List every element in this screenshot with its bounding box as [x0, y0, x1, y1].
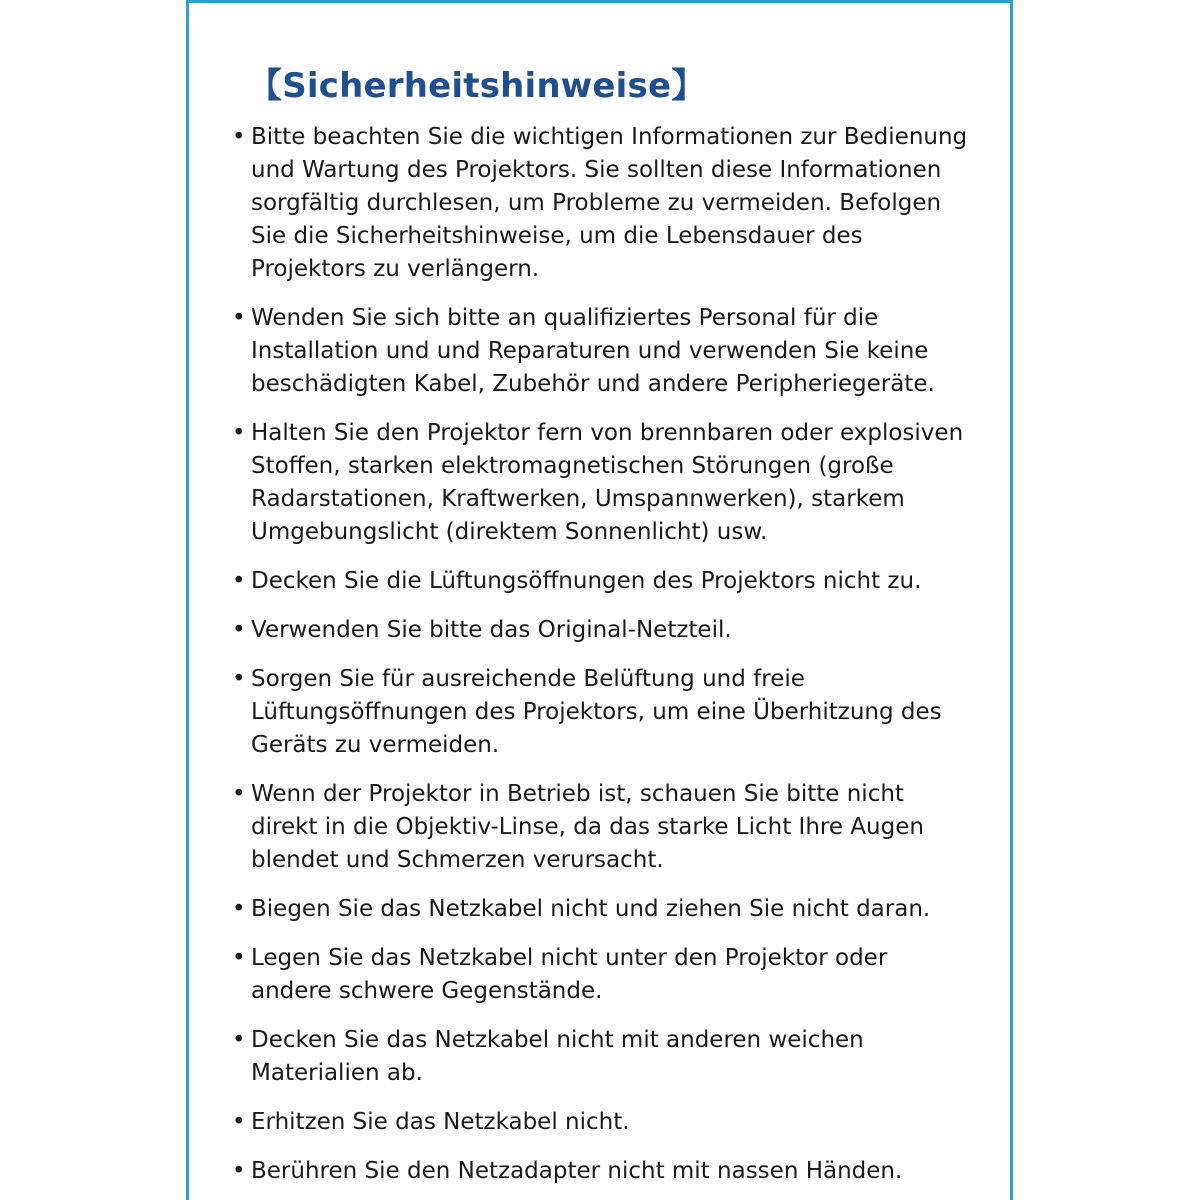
list-item — [232, 417, 972, 549]
list-item-text: Wenden Sie sich bitte an qualifiziertes Personal für die Installation und und Reparaturen und verwenden Sie keine beschädigten Kabel, Zubehör und andere Peripheriegeräte. — [251, 305, 935, 397]
list-item-text: Verwenden Sie bitte das Original-Netzteil. — [251, 617, 732, 643]
list-item — [232, 1155, 972, 1188]
list-item-text: Bitte beachten Sie die wichtigen Informationen zur Bedienung und Wartung des Projektors. Sie sollten diese Informationen sorgfältig durchlesen, um Probleme zu vermeiden. Befolgen Sie die Sicherheitshinweise, um die Lebensdauer des Projektors zu verlängern. — [251, 124, 968, 282]
list-item-text: Legen Sie das Netzkabel nicht unter den Projektor oder andere schwere Gegenstände. — [251, 945, 888, 1004]
bullet-icon: • — [232, 1158, 246, 1184]
list-item-text: Decken Sie die Lüftungsöffnungen des Projektors nicht zu. — [251, 568, 922, 594]
bullet-icon: • — [232, 617, 246, 643]
bullet-icon: • — [232, 305, 246, 331]
bullet-icon: • — [232, 124, 246, 150]
list-item — [232, 1106, 972, 1139]
list-item — [232, 121, 972, 286]
list-item — [232, 565, 972, 598]
bullet-icon: • — [232, 568, 246, 594]
list-item — [232, 1024, 972, 1090]
list-item — [232, 778, 972, 877]
bullet-icon: • — [232, 896, 246, 922]
list-item — [232, 663, 972, 762]
list-item-text: Biegen Sie das Netzkabel nicht und ziehen Sie nicht daran. — [251, 896, 931, 922]
bullet-icon: • — [232, 945, 246, 971]
list-item-text: Halten Sie den Projektor fern von brennbaren oder explosiven Stoffen, starken elektromagnetischen Störungen (große Radarstationen, Kraftwerken, Umspannwerken), starkem Umgebungslicht (direktem Sonnenlicht) usw. — [251, 420, 964, 545]
list-item-text: Berühren Sie den Netzadapter nicht mit nassen Händen. — [251, 1158, 903, 1184]
bullet-icon: • — [232, 1109, 246, 1135]
list-item — [232, 893, 972, 926]
section-heading: 【Sicherheitshinweise】 — [248, 66, 706, 106]
safety-instructions-list — [232, 121, 972, 1200]
list-item-text: Wenn der Projektor in Betrieb ist, schauen Sie bitte nicht direkt in die Objektiv-Linse, da das starke Licht Ihre Augen blendet und Schmerzen verursacht. — [251, 781, 924, 873]
list-item-text: Decken Sie das Netzkabel nicht mit anderen weichen Materialien ab. — [251, 1027, 864, 1086]
bullet-icon: • — [232, 420, 246, 446]
list-item — [232, 942, 972, 1008]
list-item — [232, 614, 972, 647]
bullet-icon: • — [232, 1027, 246, 1053]
list-item-text: Sorgen Sie für ausreichende Belüftung und freie Lüftungsöffnungen des Projektors, um eine Überhitzung des Geräts zu vermeiden. — [251, 666, 942, 758]
list-item — [232, 302, 972, 401]
bullet-icon: • — [232, 666, 246, 692]
bullet-icon: • — [232, 781, 246, 807]
list-item-text: Erhitzen Sie das Netzkabel nicht. — [251, 1109, 630, 1135]
